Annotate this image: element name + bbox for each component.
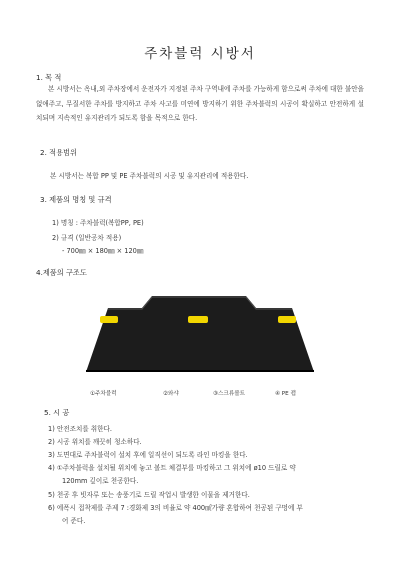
document-title: 주차블럭 시방서 [144,46,256,62]
step-6-continued: 어 준다. [62,517,86,525]
section-2-body: 본 시방서는 복합 PP 및 PE 주차블럭의 시공 및 유지관리에 적용한다. [50,172,249,180]
step-5: 5) 천공 후 빗자루 또는 송풍기로 드릴 작업시 발생한 이물을 제거한다. [48,491,250,499]
spec-item-size-label: 2) 규격 (일반공차 적용) [52,234,122,242]
step-1: 1) 안전조치를 취한다. [48,425,113,433]
step-4-continued: 120mm 깊이로 천공한다. [62,477,139,485]
step-6: 6) 에폭시 접착제를 주제 7 :경화제 3의 비율로 약 400㎖가량 혼합하여 천공된 구멍에 부 [48,504,303,512]
reflector-center [188,316,208,323]
spec-item-dimensions: - 700㎜ × 180㎜ × 120㎜ [62,247,144,255]
step-3: 3) 도면대로 주차블럭이 설치 후에 일직선이 되도록 라인 마킹을 한다. [48,451,248,459]
legend-screw-bolt: ③스크류볼트 [213,391,246,397]
legend-parking-block: ①주차블럭 [90,391,117,397]
step-4: 4) ①주차블럭을 설치될 위치에 놓고 볼트 체결부를 마킹하고 그 위치에 ø10 드릴로 약 [48,464,296,472]
reflector-left [100,316,118,323]
parking-block-base-shadow [86,370,314,372]
section-1-heading: 1. 목 적 [36,73,62,82]
section-2-heading: 2. 적용범위 [40,148,77,157]
legend-pe-cap: ④ PE 캡 [275,391,296,397]
section-1-body: 본 시방서는 옥내,외 주차장에서 운전자가 지정된 주차 구역내에 주차를 가능하게 함으로써 주차에 대한 불안을 없애주고, 무질서한 주차를 방지하고 주차 사고를 미연에 방지하기 위한 주차블럭의 시공이 확실하고 안전하게 설치되며 지속적인 유지관리가 되도록 함을 목적으로 한다. [36,85,364,122]
reflector-right [278,316,296,323]
step-2: 2) 시공 위치를 깨끗히 청소하다. [48,438,142,446]
parking-block-diagram [82,288,318,378]
spec-item-name: 1) 명칭 : 주차블럭(복합PP, PE) [52,219,144,227]
section-3-heading: 3. 제품의 명칭 및 규격 [40,195,112,204]
section-5-heading: 5. 시 공 [44,408,70,417]
parking-block-body [86,296,314,372]
legend-washer: ②와샤 [163,391,179,397]
section-4-heading: 4.제품의 구조도 [36,268,87,277]
